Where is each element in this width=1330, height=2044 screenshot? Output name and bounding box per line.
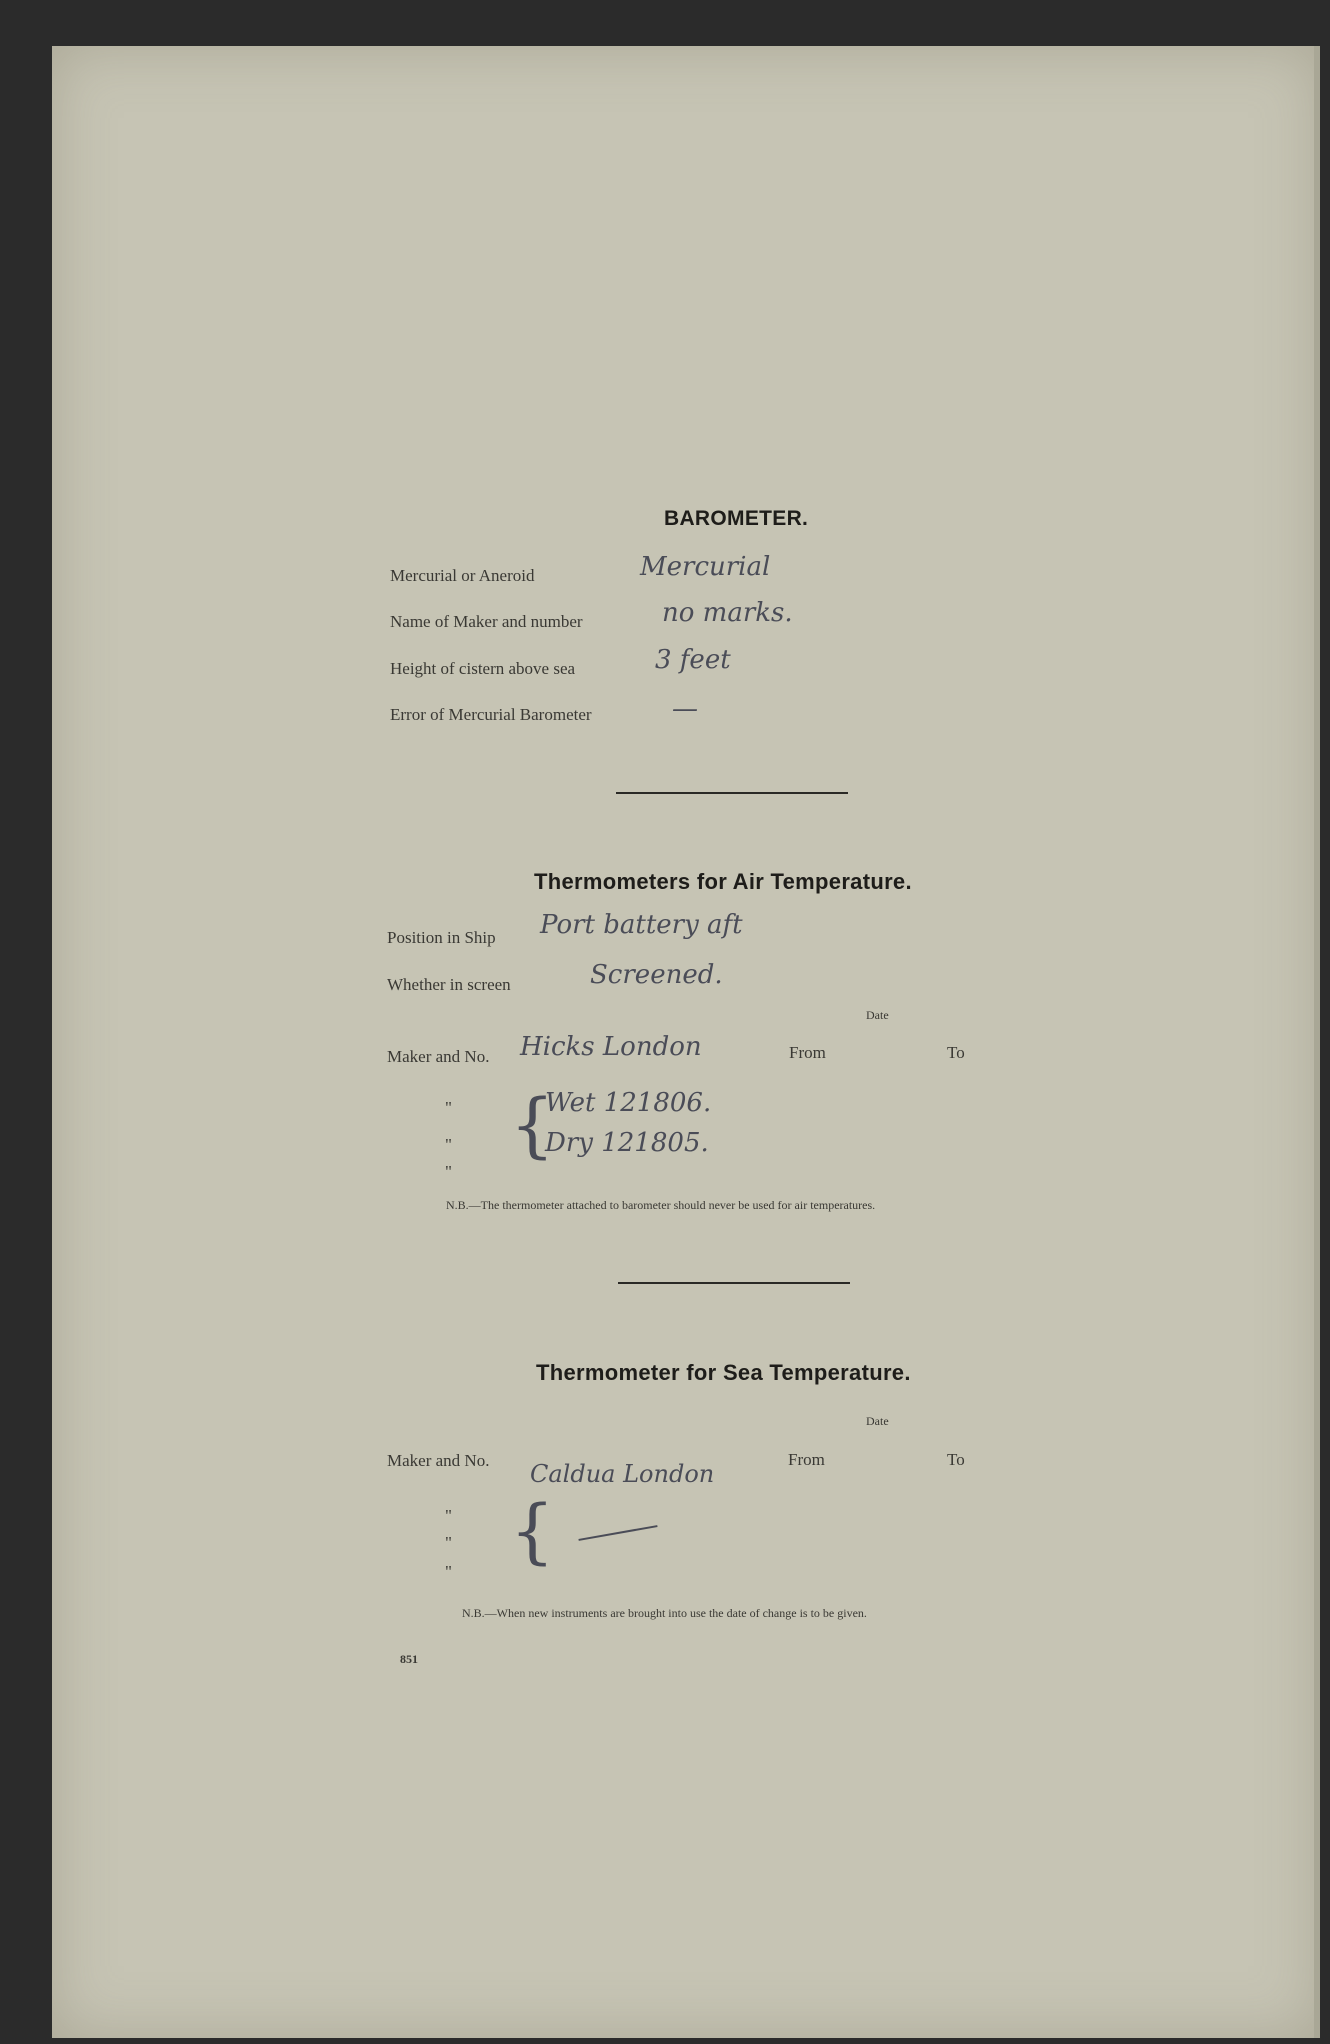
whether-in-screen-value: Screened. bbox=[590, 960, 723, 990]
section-divider bbox=[616, 792, 848, 794]
whether-in-screen-label: Whether in screen bbox=[387, 975, 511, 994]
cistern-height-value: 3 feet bbox=[655, 645, 731, 675]
position-in-ship-value: Port battery aft bbox=[540, 910, 743, 940]
sea-to-label: To bbox=[947, 1450, 965, 1469]
sea-date-label: Date bbox=[866, 1414, 889, 1428]
mercurial-or-aneroid-label: Mercurial or Aneroid bbox=[390, 566, 535, 585]
wet-thermometer-value: Wet 121806. bbox=[545, 1088, 712, 1118]
dry-thermometer-value: Dry 121805. bbox=[545, 1128, 709, 1158]
ditto-mark: " bbox=[445, 1162, 452, 1181]
ditto-mark: " bbox=[445, 1098, 452, 1117]
barometer-title: BAROMETER. bbox=[664, 507, 809, 530]
maker-number-value: no marks. bbox=[662, 598, 793, 628]
page-edge bbox=[1314, 46, 1320, 2038]
air-note: N.B.—The thermometer attached to barometer should never be used for air temperatures. bbox=[446, 1198, 876, 1212]
ditto-mark: " bbox=[445, 1562, 452, 1581]
air-to-label: To bbox=[947, 1043, 965, 1062]
sea-note: N.B.—When new instruments are brought into use the date of change is to be given. bbox=[462, 1606, 867, 1620]
sea-temperature-title: Thermometer for Sea Temperature. bbox=[536, 1360, 911, 1385]
barometer-error-label: Error of Mercurial Barometer bbox=[390, 705, 592, 724]
section-divider bbox=[618, 1282, 850, 1284]
ditto-mark: " bbox=[445, 1135, 452, 1154]
sea-maker-label: Maker and No. bbox=[387, 1451, 490, 1470]
air-maker-label: Maker and No. bbox=[387, 1047, 490, 1066]
brace-mark: { bbox=[510, 1490, 555, 1572]
page-number: 851 bbox=[400, 1652, 418, 1666]
brace-mark: { bbox=[510, 1084, 555, 1166]
mercurial-or-aneroid-value: Mercurial bbox=[640, 552, 771, 582]
cistern-height-label: Height of cistern above sea bbox=[390, 659, 576, 678]
sea-maker-value: Caldua London bbox=[530, 1460, 715, 1488]
barometer-error-value: — bbox=[672, 694, 698, 724]
sea-from-label: From bbox=[788, 1450, 825, 1469]
position-in-ship-label: Position in Ship bbox=[387, 928, 496, 947]
ditto-mark: " bbox=[445, 1533, 452, 1552]
air-from-label: From bbox=[789, 1043, 826, 1062]
air-date-label: Date bbox=[866, 1008, 889, 1022]
air-temperature-title: Thermometers for Air Temperature. bbox=[534, 869, 912, 894]
maker-number-label: Name of Maker and number bbox=[390, 612, 583, 631]
ditto-mark: " bbox=[445, 1506, 452, 1525]
air-maker-value: Hicks London bbox=[520, 1032, 702, 1062]
